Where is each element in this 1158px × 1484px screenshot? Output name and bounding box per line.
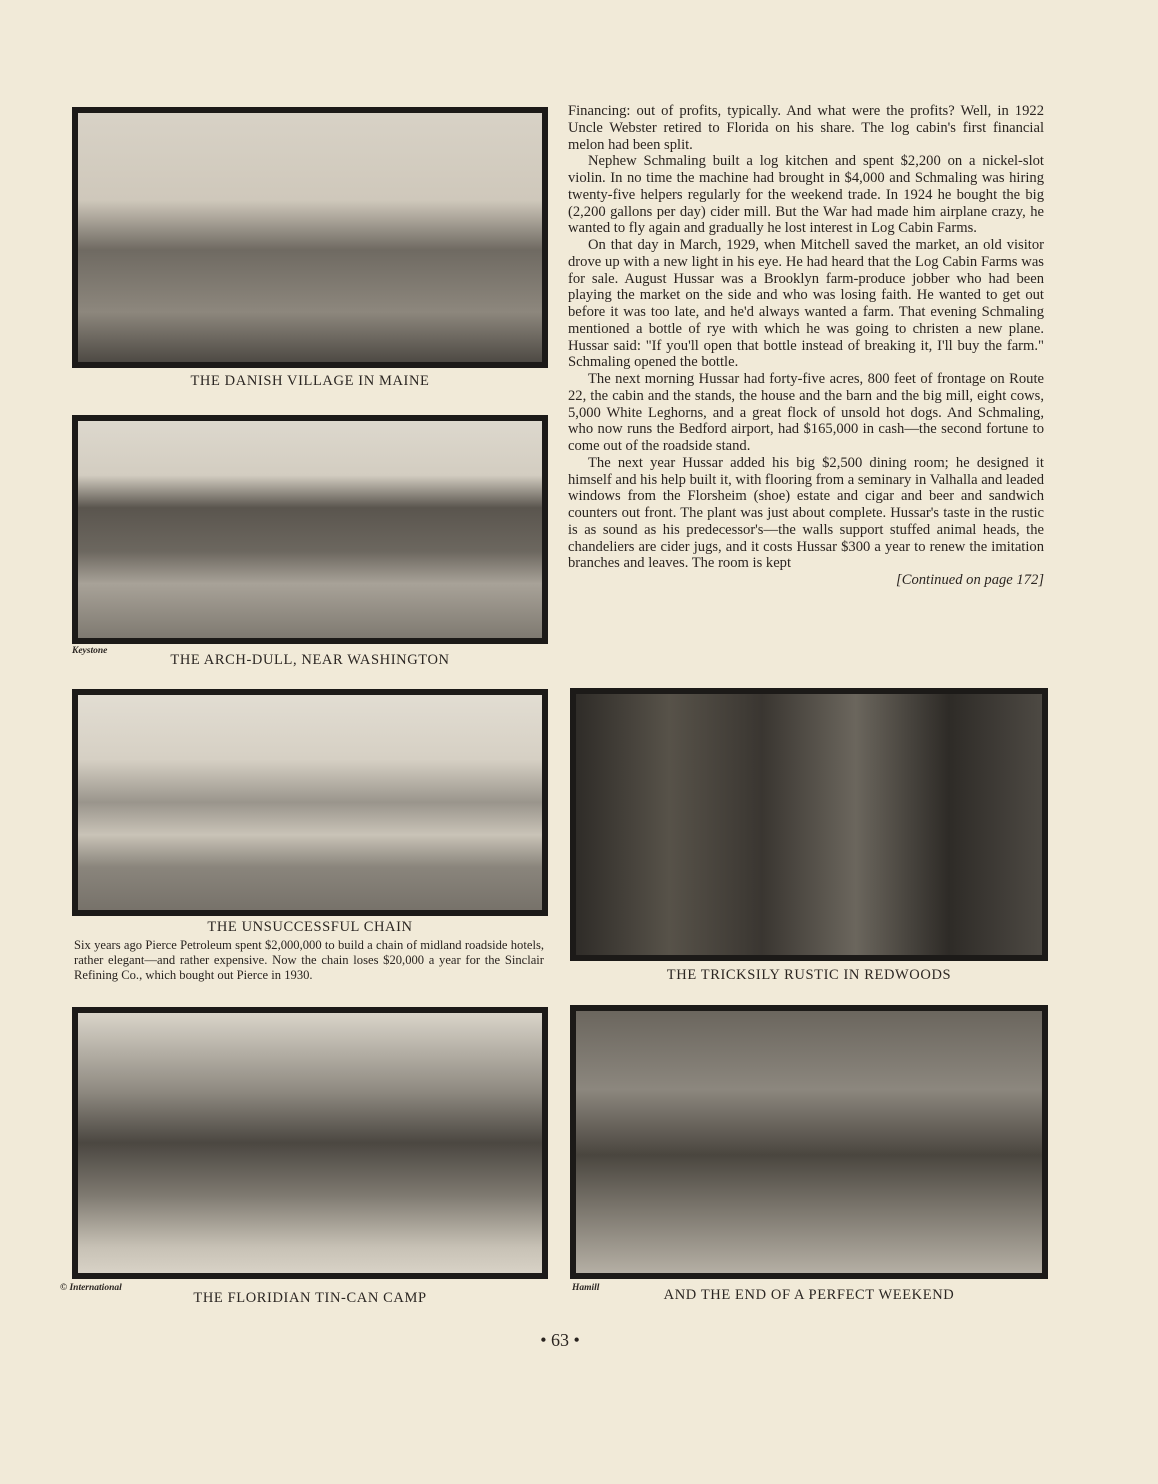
photo-caption: THE FLORIDIAN TIN-CAN CAMP bbox=[193, 1290, 427, 1306]
photo-redwoods bbox=[570, 688, 1048, 961]
continued-link[interactable]: [Continued on page 172] bbox=[896, 572, 1044, 588]
photo-caption: THE TRICKSILY RUSTIC IN REDWOODS bbox=[666, 967, 952, 983]
photo-caption: THE DANISH VILLAGE IN MAINE bbox=[190, 373, 430, 389]
photo-credit: Keystone bbox=[72, 646, 108, 656]
paragraph: Financing: out of profits, typically. And what were the profits? Well, in 1922 Uncle Webster retired to Florida on his share. The log cabin's first financial melon had been split. bbox=[568, 103, 1044, 153]
article-text bbox=[568, 103, 1044, 589]
photo-unsuccessful-chain bbox=[72, 689, 548, 916]
photo-caption: AND THE END OF A PERFECT WEEKEND bbox=[663, 1287, 955, 1303]
photo-perfect-weekend bbox=[570, 1005, 1048, 1279]
paragraph: The next year Hussar added his big $2,500 dining room; he designed it himself and his help built it, with flooring from a seminary in Valhalla and leaded windows from the Florsheim (shoe) estate and cigar and beer and sandwich counters out front. The plant was just about complete. Hussar's taste in the rustic is as sound as his predecessor's—the walls support stuffed animal heads, the chandeliers are cider jugs, and it costs Hussar $300 a year to renew the imitation branches and leaves. The room is kept bbox=[568, 454, 1044, 572]
paragraph: On that day in March, 1929, when Mitchell saved the market, an old visitor drove up with a new light in his eye. He had heard that the Log Cabin Farms was for sale. August Hussar was a Brooklyn farm-produce jobber who had been playing the market on the side and who was losing faith. He wanted to get out before it was too late, and he'd always wanted a farm. That evening Schmaling mentioned a bottle of rye with which he was going to christen a new plane. Hussar said: "If you'll open that bottle instead of breaking it, I'll buy the farm." Schmaling opened the bottle. bbox=[568, 237, 1044, 371]
photo-credit: Hamill bbox=[572, 1283, 600, 1293]
photo-danish-village bbox=[72, 107, 548, 368]
paragraph: The next morning Hussar had forty-five acres, 800 feet of frontage on Route 22, the cabin and the stands, the house and the barn and the big mill, eight cows, 5,000 White Leghorns, and a great flock of unsold hot dogs. And Schmaling, who now runs the Bedford airport, had $165,000 in cash—the second fortune to come out of the roadside stand. bbox=[568, 371, 1044, 454]
photo-credit: © International bbox=[60, 1283, 122, 1293]
photo-arch-dull bbox=[72, 415, 548, 644]
photo-caption: THE UNSUCCESSFUL CHAIN bbox=[207, 919, 413, 935]
page-number: • 63 • bbox=[540, 1330, 580, 1350]
photo-tin-can-camp bbox=[72, 1007, 548, 1279]
photo-caption: THE ARCH-DULL, NEAR WASHINGTON bbox=[170, 652, 450, 668]
paragraph: Nephew Schmaling built a log kitchen and spent $2,200 on a nickel-slot violin. In no time the machine had brought in $4,000 and Schmaling was hiring twenty-five helpers regularly for the weekend trade. In 1924 he bought the big (2,200 gallons per day) cider mill. But the War had made him airplane crazy, he wanted to fly again and gradually he lost interest in Log Cabin Farms. bbox=[568, 153, 1044, 237]
photo-description: Six years ago Pierce Petroleum spent $2,000,000 to build a chain of midland roadside hotels, rather elegant—and rather expensive. Now the chain loses $20,000 a year for the Sinclair Refining Co., which bought out Pierce in 1930. bbox=[74, 938, 544, 982]
